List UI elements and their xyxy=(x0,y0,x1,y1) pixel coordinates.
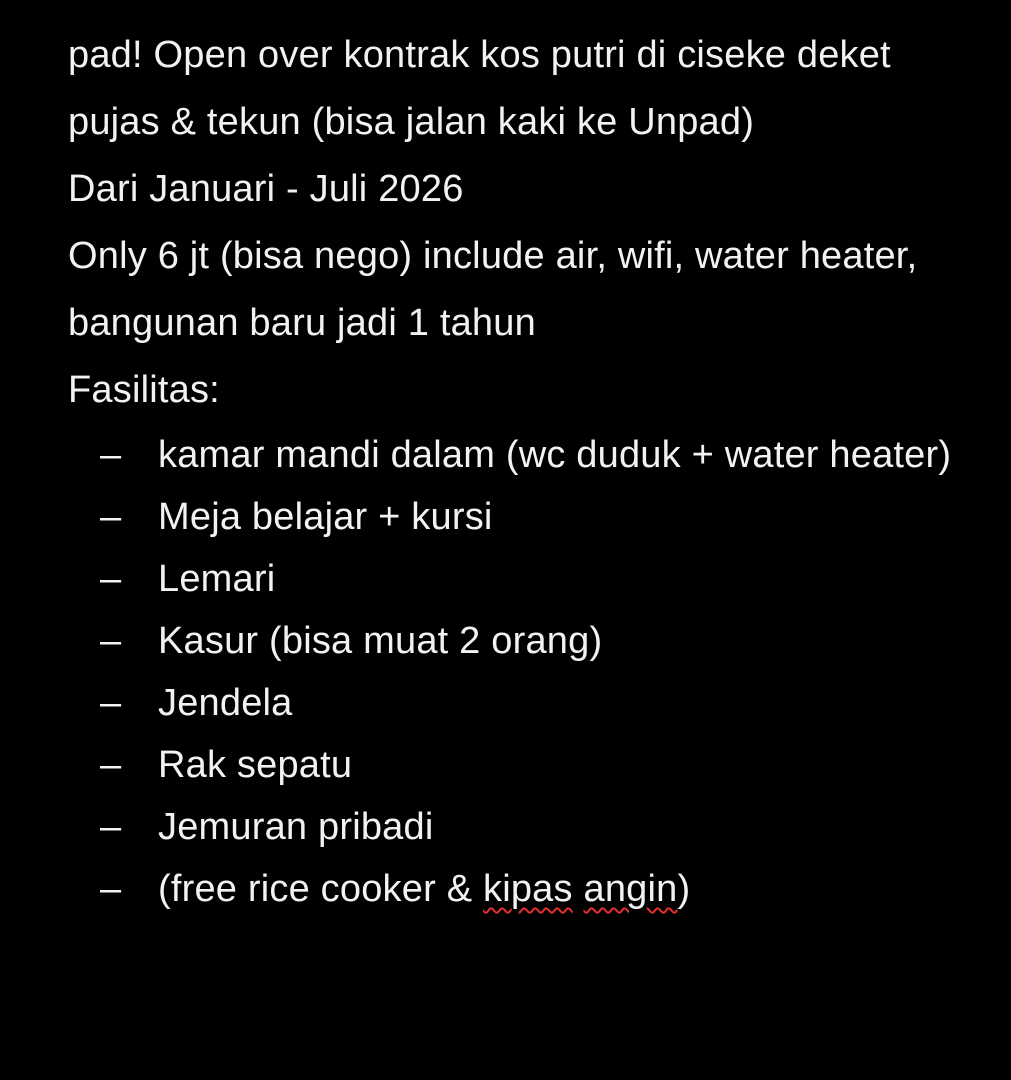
list-item-prefix: (free rice cooker & xyxy=(158,868,483,910)
word-space xyxy=(573,868,584,910)
misspelled-word-kipas[interactable]: kipas xyxy=(483,868,573,910)
list-item-text: Rak sepatu xyxy=(158,744,353,786)
list-item xyxy=(68,672,968,734)
list-item-text: kamar mandi dalam (wc duduk + water heater) xyxy=(158,434,952,476)
bullet-dash: – xyxy=(100,682,122,724)
bullet-dash: – xyxy=(100,434,122,476)
bullet-dash: – xyxy=(100,744,122,786)
list-item xyxy=(68,858,968,920)
misspelled-word-angin[interactable]: angin xyxy=(583,868,678,910)
bullet-dash: – xyxy=(100,620,122,662)
list-item-text xyxy=(158,868,690,910)
list-item-text: Lemari xyxy=(158,558,276,600)
list-item xyxy=(68,548,968,610)
list-item xyxy=(68,486,968,548)
note-paragraph-price: Only 6 jt (bisa nego) include air, wifi, water heater, bangunan baru jadi 1 tahun xyxy=(68,235,918,344)
bullet-dash: – xyxy=(100,868,122,910)
note-paragraph-period: Dari Januari - Juli 2026 xyxy=(68,168,464,210)
note-paragraph-facilities-heading: Fasilitas: xyxy=(68,369,220,411)
list-item-text: Jendela xyxy=(158,682,293,724)
note-body[interactable] xyxy=(68,22,968,920)
list-item-suffix: ) xyxy=(677,868,691,910)
list-item xyxy=(68,610,968,672)
list-item xyxy=(68,424,968,486)
list-item xyxy=(68,734,968,796)
list-item-text: Meja belajar + kursi xyxy=(158,496,493,538)
note-paragraph-intro: pad! Open over kontrak kos putri di ciseke deket pujas & tekun (bisa jalan kaki ke Unpad) xyxy=(68,34,891,143)
bullet-dash: – xyxy=(100,496,122,538)
facilities-list xyxy=(68,424,968,920)
bullet-dash: – xyxy=(100,558,122,600)
list-item xyxy=(68,796,968,858)
list-item-text: Kasur (bisa muat 2 orang) xyxy=(158,620,603,662)
bullet-dash: – xyxy=(100,806,122,848)
list-item-text: Jemuran pribadi xyxy=(158,806,434,848)
